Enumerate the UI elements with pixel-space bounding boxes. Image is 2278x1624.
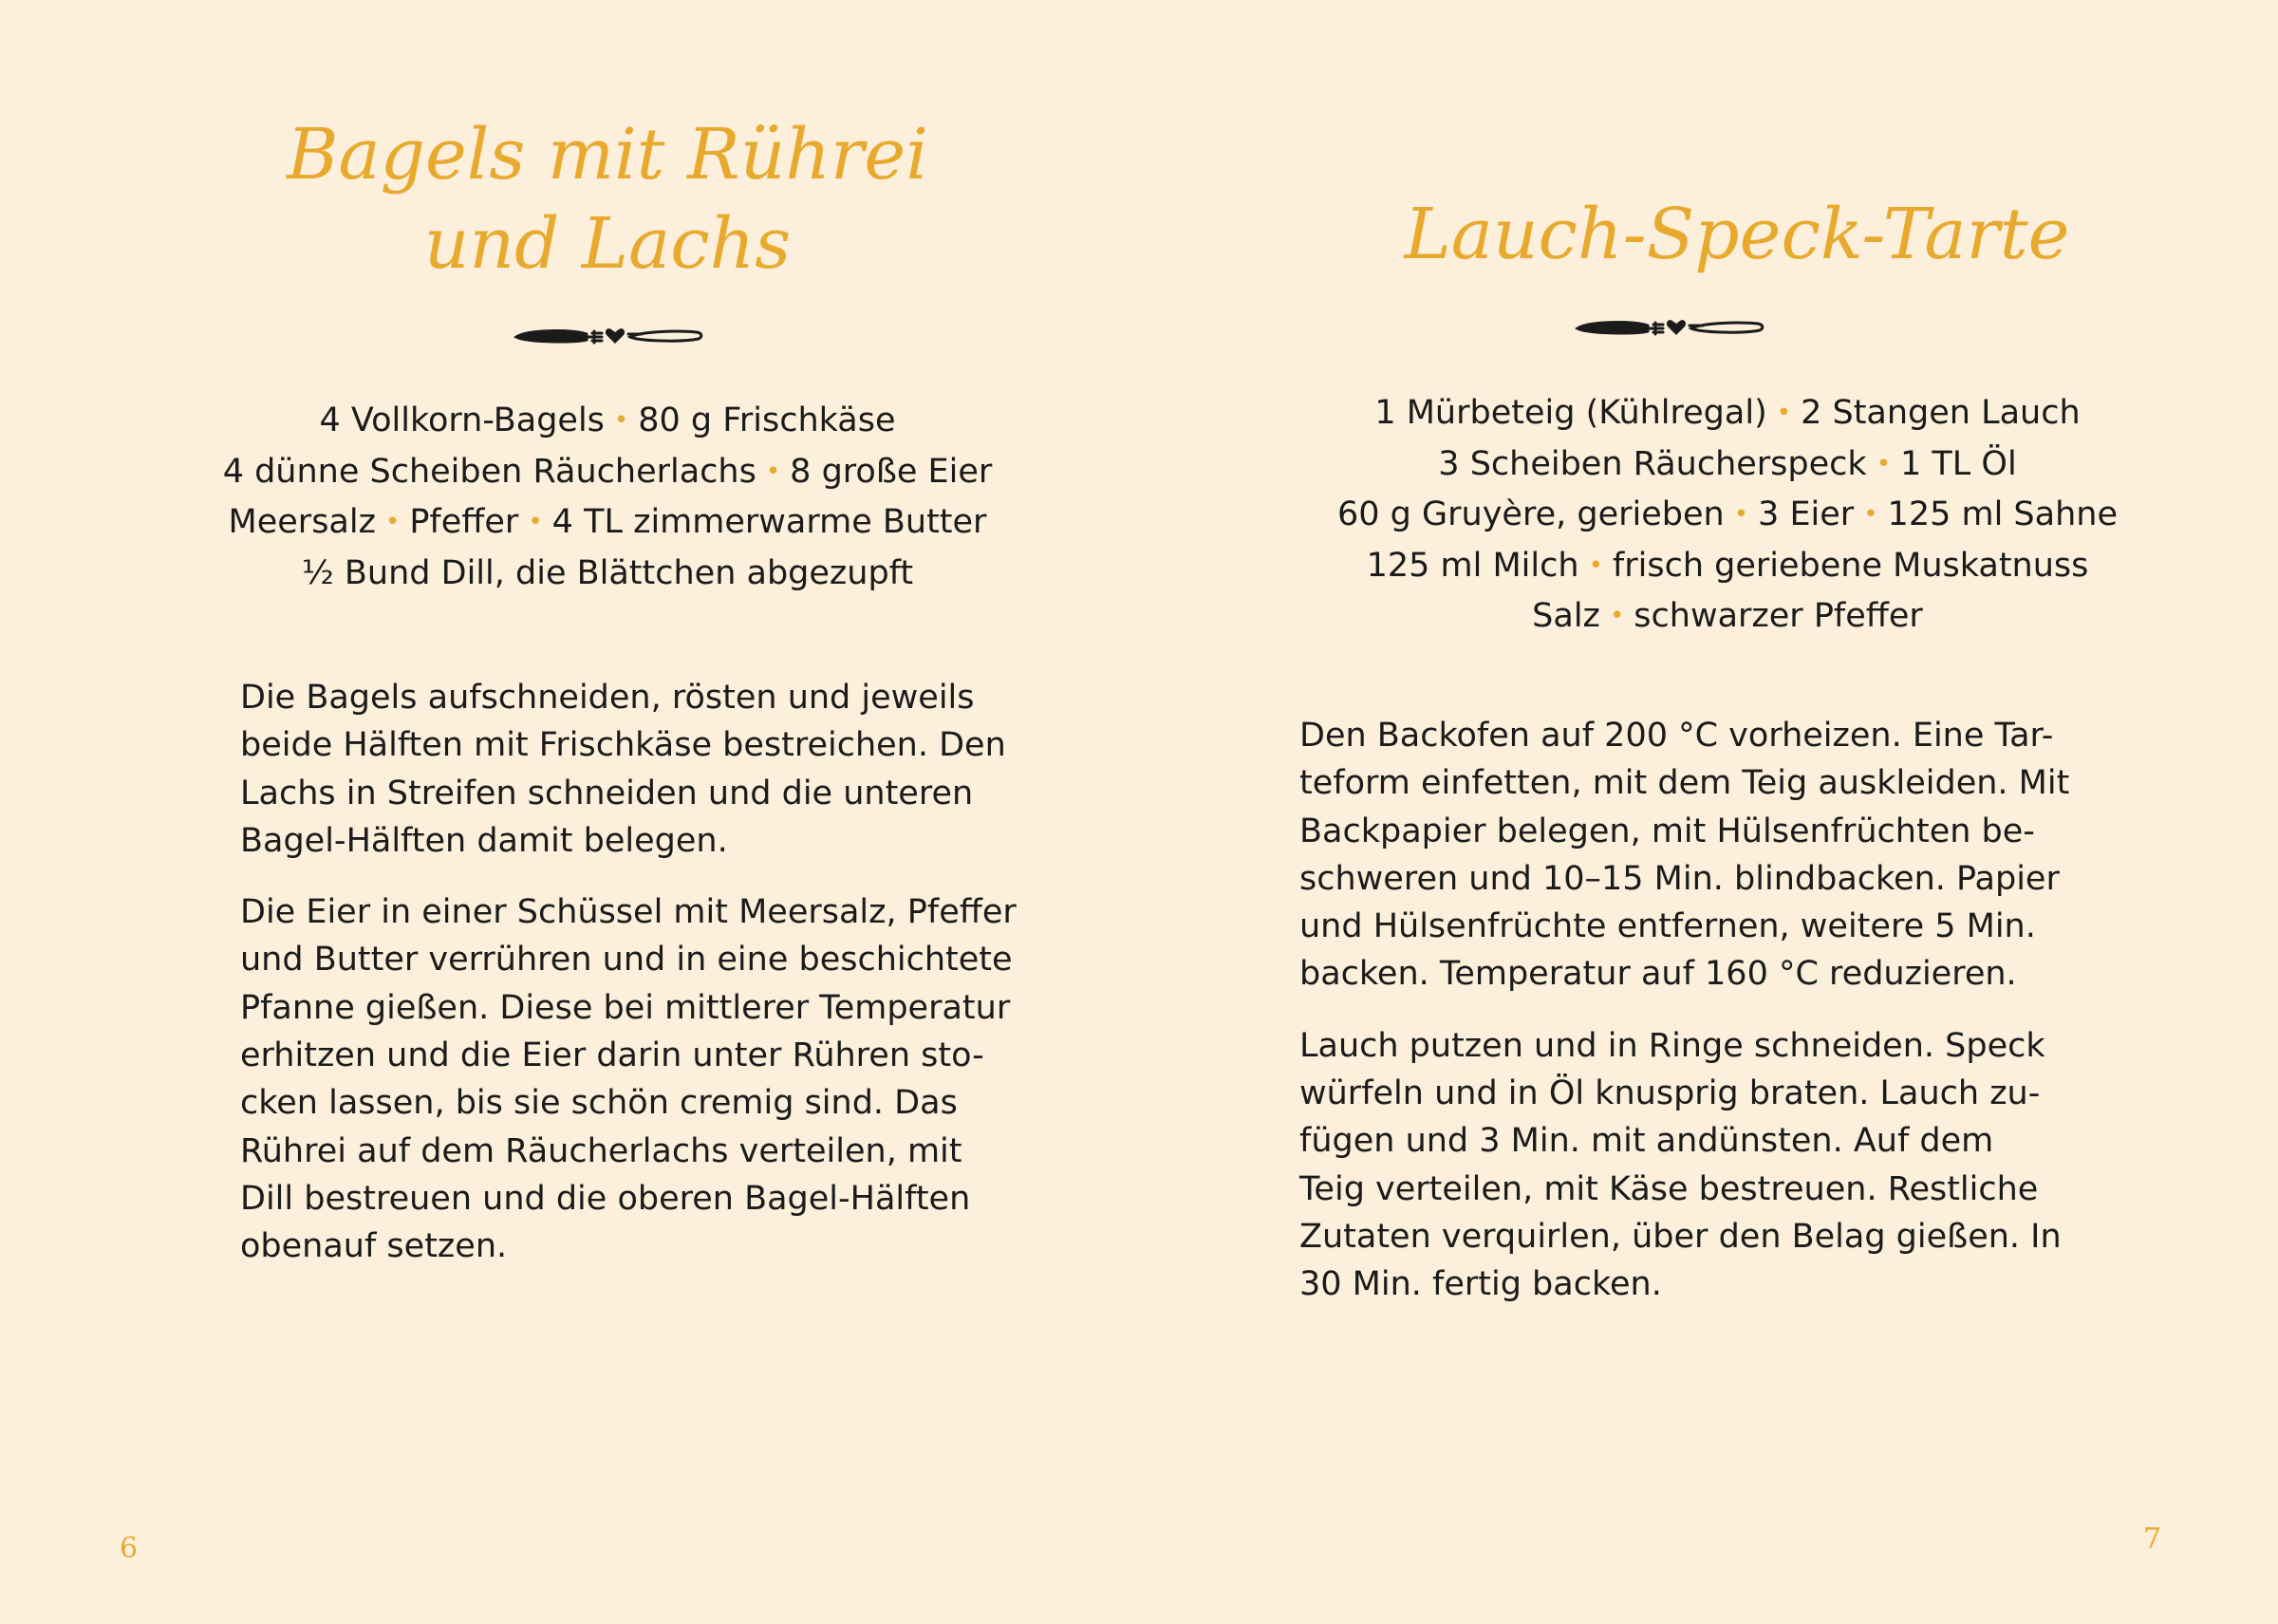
page-number: 6 (120, 1532, 139, 1565)
ingredient-item: 4 dünne Scheiben Räucherlachs (222, 452, 756, 491)
ingredient-item: Meersalz (228, 503, 376, 541)
text-line: 30 Min. fertig backen. (1299, 1265, 1662, 1304)
knife-heart-fork-ornament-icon (1570, 309, 1769, 342)
text-line: schweren und 10–15 Min. blindbacken. Papier (1299, 859, 2060, 898)
recipe-title (1310, 190, 2164, 279)
text-line: cken lassen, bis sie schön cremig sind. Das (240, 1084, 958, 1123)
ingredient-row (1253, 542, 2202, 593)
instructions (240, 674, 1017, 1295)
title-line: Bagels mit Rührei (287, 114, 928, 196)
text-line: erhitzen und die Eier darin unter Rühren sto- (240, 1036, 984, 1075)
recipe-title (228, 110, 987, 289)
ingredient-row (171, 397, 1044, 448)
bullet-separator-icon: • (384, 508, 401, 536)
text-line: Teig verteilen, mit Käse bestreuen. Restliche (1299, 1169, 2039, 1208)
ingredient-item: Pfeffer (409, 503, 519, 541)
ingredient-item: 4 Vollkorn-Bagels (319, 401, 605, 439)
title-line: Lauch-Speck-Tarte (1404, 194, 2070, 275)
instruction-paragraph (240, 674, 1006, 865)
knife-heart-fork-ornament-icon (509, 318, 708, 350)
ingredient-item: Salz (1532, 597, 1600, 635)
ingredient-item: 125 ml Sahne (1887, 495, 2118, 533)
ingredient-row (1253, 389, 2202, 440)
page-number: 7 (2143, 1522, 2162, 1556)
right-page (1139, 0, 2278, 1624)
instruction-paragraph (240, 888, 1017, 1270)
text-line: Den Backofen auf 200 °C vorheizen. Eine Tar- (1299, 717, 2054, 755)
text-line: fügen und 3 Min. mit andünsten. Auf dem (1299, 1122, 1994, 1161)
title-line: und Lachs (423, 203, 792, 285)
text-line: Dill bestreuen und die oberen Bagel-Hälften (240, 1179, 971, 1218)
ingredient-item: 2 Stangen Lauch (1801, 394, 2081, 432)
bullet-separator-icon: • (1876, 449, 1892, 478)
text-line: obenauf setzen. (240, 1227, 508, 1266)
bullet-separator-icon: • (1609, 602, 1625, 630)
ingredient-row (1253, 592, 2202, 644)
ingredient-item: 8 große Eier (790, 452, 993, 491)
text-line: und Butter verrühren und in eine beschichtete (240, 941, 1013, 980)
bullet-separator-icon: • (1776, 399, 1792, 427)
text-line: Pfanne gießen. Diese bei mittlerer Temperatur (240, 988, 1011, 1027)
ingredient-item: frisch geriebene Muskatnuss (1612, 546, 2089, 585)
ingredient-item: 80 g Frischkäse (638, 401, 896, 439)
ingredient-item: 60 g Gruyère, gerieben (1337, 495, 1725, 533)
ingredient-row (171, 550, 1044, 598)
bullet-separator-icon: • (613, 406, 629, 435)
text-line: Zutaten verquirlen, über den Belag gießen. In (1299, 1217, 2062, 1256)
ingredient-item: 3 Eier (1758, 495, 1855, 533)
text-line: teform einfetten, mit dem Teig auskleiden. Mit (1299, 764, 2070, 803)
text-line: Lachs in Streifen schneiden und die unteren (240, 774, 974, 812)
ingredient-item: 1 TL Öl (1900, 444, 2017, 483)
ingredient-list (171, 397, 1044, 597)
instruction-paragraph (1299, 712, 2078, 999)
ingredient-item: 3 Scheiben Räucherspeck (1438, 444, 1867, 483)
text-line: Rührei auf dem Räucherlachs verteilen, mit (240, 1131, 962, 1170)
text-line: Bagel-Hälften damit belegen. (240, 821, 728, 860)
bullet-separator-icon: • (1863, 500, 1878, 529)
bullet-separator-icon: • (765, 457, 781, 486)
ingredient-row (1253, 491, 2202, 542)
text-line: Die Bagels aufschneiden, rösten und jeweils (240, 679, 975, 717)
instructions (1299, 712, 2078, 1333)
instruction-paragraph (1299, 1022, 2078, 1309)
ingredient-item: schwarzer Pfeffer (1634, 597, 1923, 635)
ingredient-item: 125 ml Milch (1366, 546, 1579, 585)
bullet-separator-icon: • (1588, 551, 1603, 580)
ingredient-row (171, 448, 1044, 499)
ingredient-item: 1 Mürbeteig (Kühlregal) (1374, 394, 1767, 432)
ingredient-item: ½ Bund Dill, die Blättchen abgezupft (301, 553, 914, 592)
text-line: Lauch putzen und in Ringe schneiden. Speck (1299, 1026, 2045, 1065)
ingredient-row (1253, 440, 2202, 492)
text-line: backen. Temperatur auf 160 °C reduzieren. (1299, 955, 2017, 994)
text-line: Die Eier in einer Schüssel mit Meersalz, Pfeffer (240, 893, 1017, 932)
text-line: beide Hälften mit Frischkäse bestreichen. Den (240, 726, 1006, 765)
text-line: würfeln und in Öl knusprig braten. Lauch zu- (1299, 1074, 2041, 1113)
ingredient-row (171, 498, 1044, 550)
text-line: und Hülsenfrüchte entfernen, weitere 5 Min. (1299, 907, 2036, 946)
bullet-separator-icon: • (1733, 500, 1749, 529)
text-line: Backpapier belegen, mit Hülsenfrüchten be- (1299, 812, 2035, 850)
ingredient-list (1253, 389, 2202, 644)
ingredient-item: 4 TL zimmerwarme Butter (551, 503, 987, 541)
bullet-separator-icon: • (528, 508, 543, 536)
